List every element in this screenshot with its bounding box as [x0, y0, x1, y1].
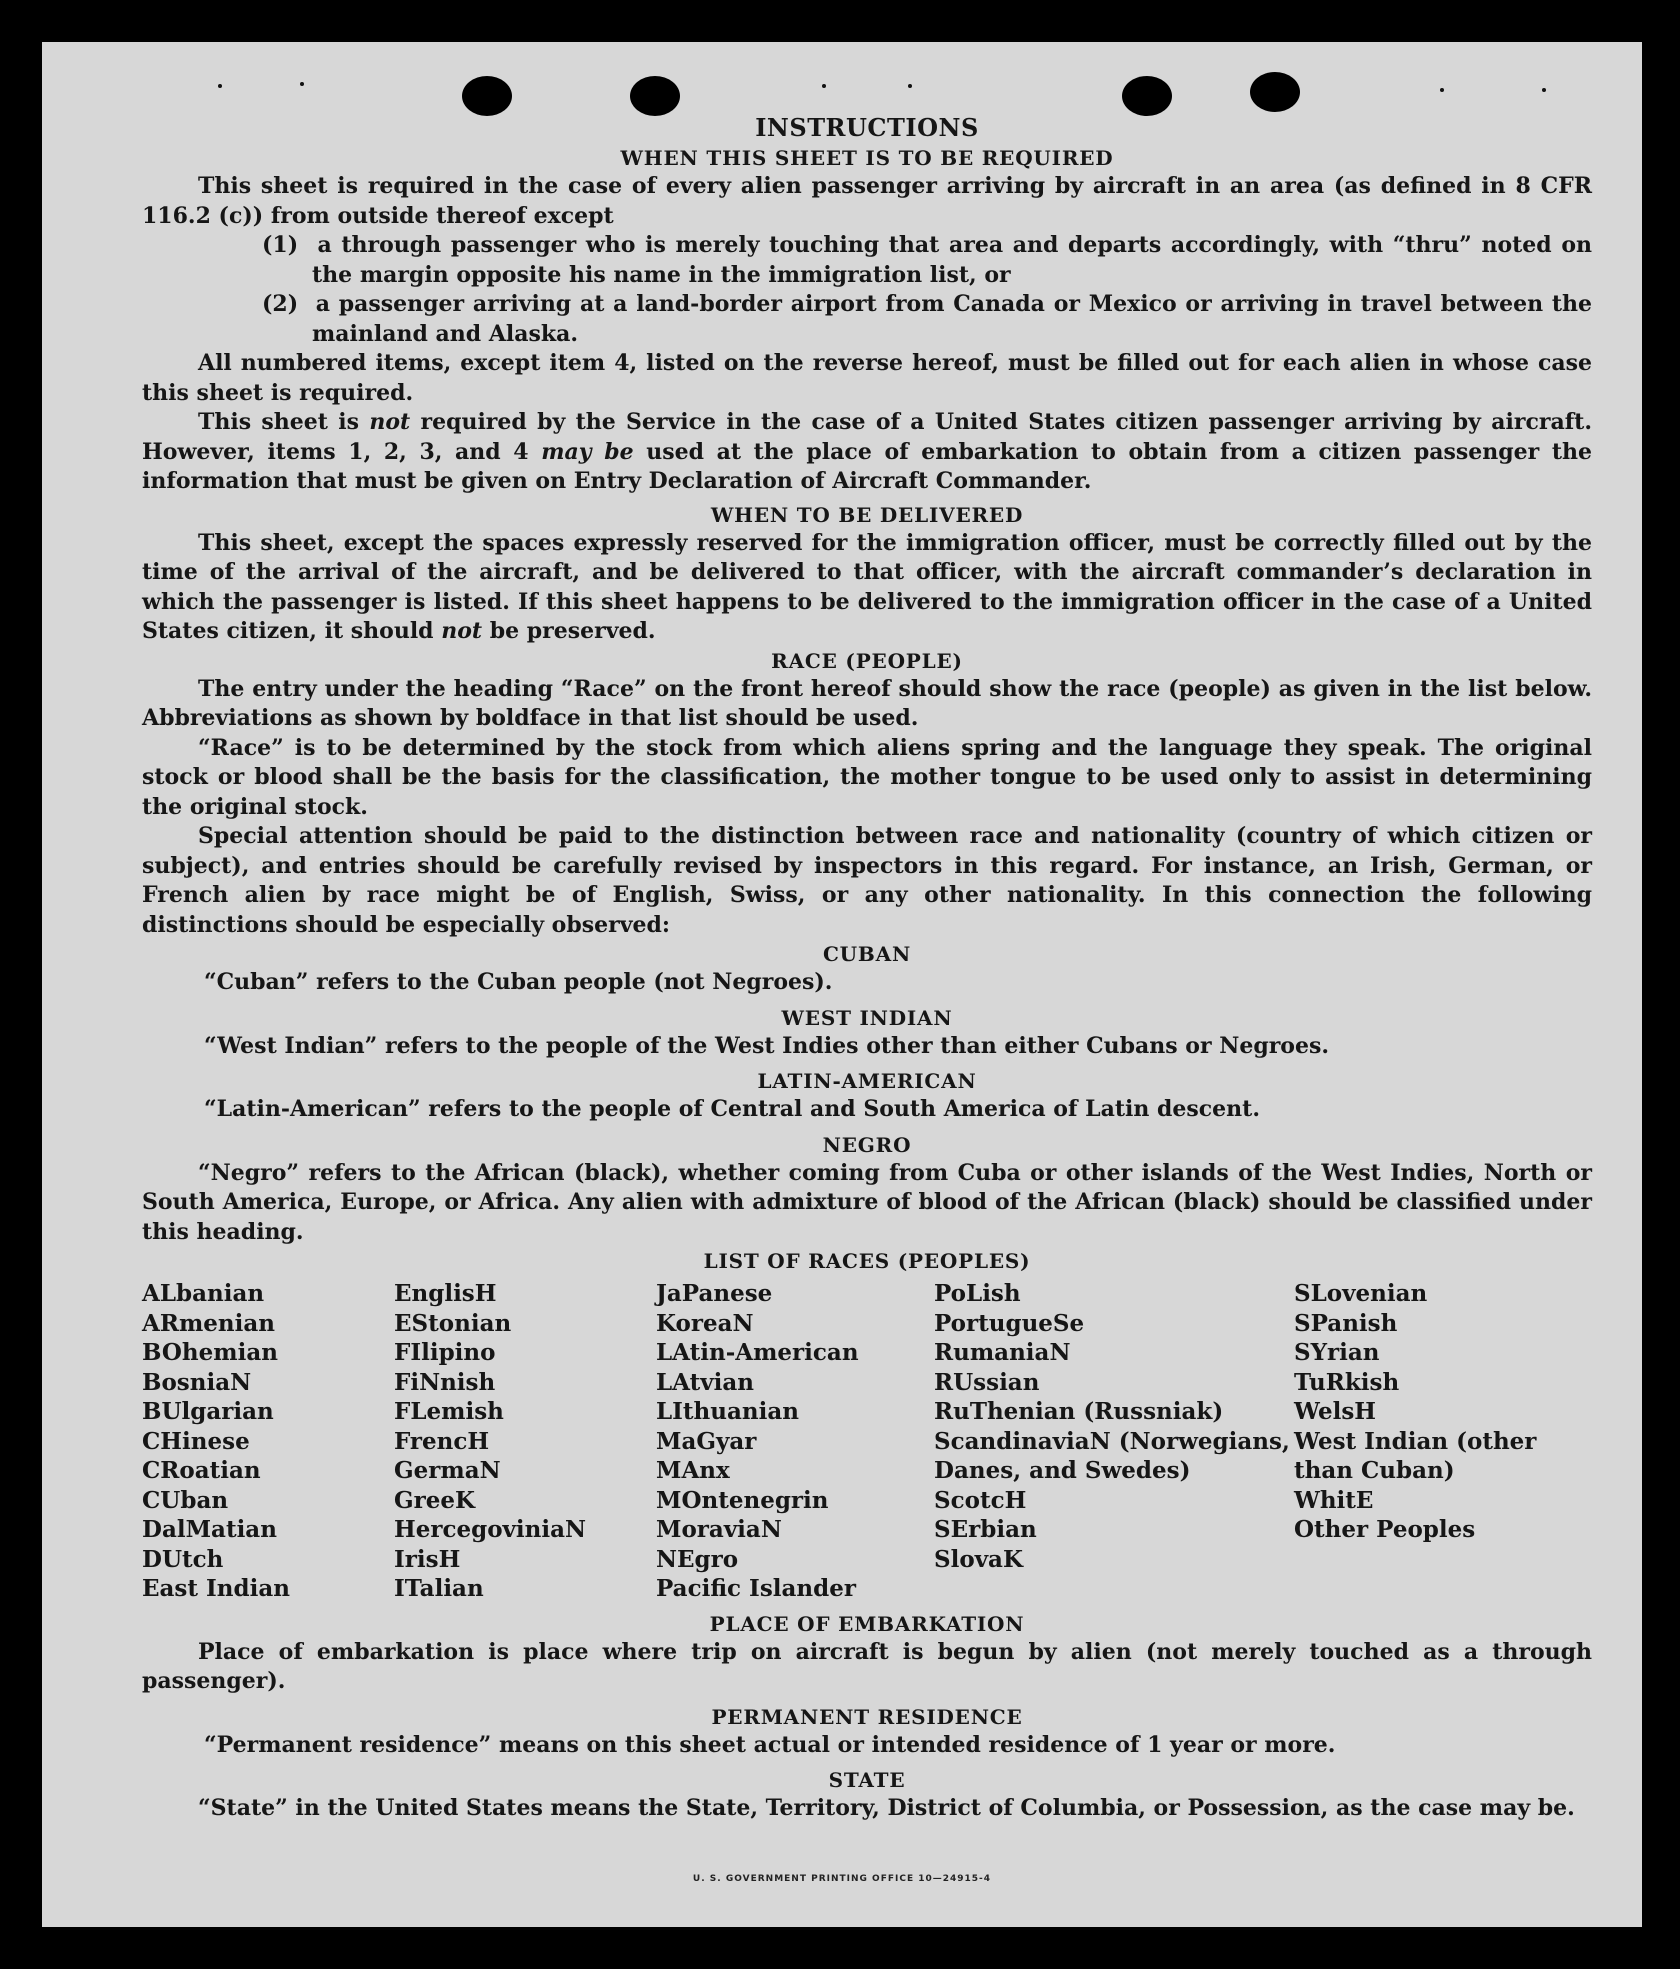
race-item: FLemish	[394, 1398, 504, 1425]
race-item: BosniaN	[142, 1368, 252, 1396]
paragraph: “State” in the United States means the State, Territory, District of Columbia, or Possession, as the case may be.	[198, 1795, 1575, 1821]
item-text: a passenger arriving at a land-border airport from Canada or Mexico or arriving in travel between the mainland and Alaska.	[312, 291, 1592, 347]
speck	[908, 84, 912, 88]
race-item: IrisH	[394, 1545, 461, 1573]
item-number: (1)	[262, 232, 299, 258]
section-heading: WHEN TO BE DELIVERED	[710, 502, 1024, 527]
race-item: KoreaN	[656, 1309, 754, 1337]
race-item: BOhemian	[142, 1339, 278, 1366]
punch-hole	[630, 76, 680, 116]
paragraph: This sheet is required in the case of every alien passenger arriving by aircraft in an area (as defined in 8 CFR 116.2 (c)) from outside thereof except	[142, 173, 1592, 229]
paragraph: This sheet is not required by the Service in the case of a United States citizen passenger arriving by aircraft. However, items 1, 2, 3, and 4 may be used at the place of embarkation to obtain from a citizen passenger the information that must be given on Entry Declaration of Aircraft Commander.	[142, 409, 1592, 494]
punch-hole	[462, 76, 512, 116]
race-item: FrencH	[394, 1427, 490, 1455]
race-item: SErbian	[934, 1516, 1037, 1543]
punch-hole	[1122, 76, 1172, 116]
race-item: ARmenian	[142, 1309, 276, 1337]
section-heading: PLACE OF EMBARKATION	[709, 1611, 1025, 1636]
section-heading: LATIN-AMERICAN	[757, 1069, 977, 1093]
race-item: ScandinaviaN (Norwegians, Danes, and Swedes)	[934, 1427, 1290, 1484]
race-item: CHinese	[142, 1427, 250, 1455]
numbered-item	[262, 231, 1592, 290]
race-item: GermaN	[394, 1457, 501, 1484]
race-item: CRoatian	[142, 1457, 261, 1484]
speck	[1542, 88, 1546, 92]
race-item: CUban	[142, 1486, 229, 1514]
instructions-content	[142, 112, 1592, 1824]
paragraph: This sheet, except the spaces expressly reserved for the immigration officer, must be correctly filled out by the time of the arrival of the aircraft, and be delivered to that officer, with the aircraft commander’s declaration in which the passenger is listed. If this sheet happens to be delivered to the immigration officer in the case of a United States citizen, it should not be preserved.	[142, 529, 1592, 644]
numbered-item	[262, 290, 1592, 349]
speck	[218, 84, 222, 88]
section-heading: NEGRO	[822, 1132, 912, 1157]
paragraph: “Permanent residence” means on this sheet actual or intended residence of 1 year or more.	[204, 1731, 1336, 1758]
race-item: LAtvian	[656, 1368, 754, 1396]
printer-imprint: U. S. GOVERNMENT PRINTING OFFICE 10—24915-4	[692, 1874, 992, 1884]
race-list	[142, 1279, 1592, 1604]
race-column	[394, 1279, 656, 1604]
race-item: LAtin-American	[656, 1339, 859, 1366]
paragraph: Place of embarkation is place where trip on aircraft is begun by alien (not merely touched as a through passenger).	[142, 1638, 1592, 1694]
emphasis: not	[369, 409, 411, 435]
section-heading: LIST OF RACES (PEOPLES)	[703, 1249, 1031, 1273]
race-item: GreeK	[394, 1486, 476, 1514]
race-item: WelsH	[1294, 1398, 1377, 1425]
race-item: RuThenian (Russniak)	[934, 1398, 1224, 1425]
race-item: RUssian	[934, 1368, 1040, 1396]
definition: “Negro” refers to the African (black), whether coming from Cuba or other islands of the West Indies, North or South America, Europe, or Africa. Any alien with admixture of blood of the African (black) should be classified under this heading.	[142, 1159, 1592, 1245]
race-column	[142, 1279, 394, 1604]
item-number: (2)	[262, 291, 299, 317]
document-sheet	[42, 42, 1642, 1927]
speck	[300, 82, 304, 86]
page-title: INSTRUCTIONS	[755, 113, 979, 142]
race-item: Other Peoples	[1294, 1516, 1476, 1543]
race-item: BUlgarian	[142, 1398, 274, 1425]
race-item: PortugueSe	[934, 1309, 1085, 1337]
race-item: DalMatian	[142, 1516, 277, 1543]
definition: “Latin-American” refers to the people of Central and South America of Latin descent.	[204, 1096, 1260, 1122]
race-item: DUtch	[142, 1545, 224, 1573]
definition: “West Indian” refers to the people of the West Indies other than either Cubans or Negroes.	[204, 1032, 1330, 1059]
race-item: SLovenian	[1294, 1280, 1428, 1307]
race-item: East Indian	[142, 1575, 290, 1602]
race-item: MoraviaN	[656, 1516, 782, 1543]
race-item: TuRkish	[1294, 1368, 1400, 1396]
section-heading: WHEN THIS SHEET IS TO BE REQUIRED	[620, 146, 1114, 170]
definition: “Cuban” refers to the Cuban people (not Negroes).	[204, 969, 833, 995]
section-heading: PERMANENT RESIDENCE	[711, 1704, 1023, 1729]
race-item: FiNnish	[394, 1368, 496, 1396]
item-text: a through passenger who is merely touching that area and departs accordingly, with “thru” noted on the margin opposite his name in the immigration list, or	[312, 232, 1592, 288]
race-item: MaGyar	[656, 1427, 757, 1455]
race-item: FIlipino	[394, 1339, 496, 1366]
race-item: PoLish	[934, 1280, 1021, 1307]
race-item: EStonian	[394, 1309, 512, 1337]
punch-hole	[1250, 72, 1300, 112]
race-item: RumaniaN	[934, 1339, 1071, 1366]
race-item: SYrian	[1294, 1339, 1380, 1366]
race-item: JaPanese	[656, 1280, 773, 1307]
section-heading: STATE	[828, 1768, 906, 1792]
section-heading: CUBAN	[822, 942, 912, 966]
speck	[822, 84, 826, 88]
race-item: SlovaK	[934, 1545, 1023, 1573]
race-item: ScotcH	[934, 1486, 1027, 1514]
race-item: ALbanian	[142, 1280, 265, 1307]
race-item: EnglisH	[394, 1280, 497, 1307]
race-column	[934, 1279, 1294, 1604]
race-item: NEgro	[656, 1545, 739, 1573]
race-item: MAnx	[656, 1457, 730, 1484]
race-item: West Indian (other than Cuban)	[1294, 1427, 1537, 1484]
section-heading: RACE (PEOPLE)	[771, 648, 963, 673]
speck	[1440, 88, 1444, 92]
paragraph: All numbered items, except item 4, listed on the reverse hereof, must be filled out for each alien in whose case this sheet is required.	[142, 350, 1592, 406]
race-column	[656, 1279, 934, 1604]
paragraph: “Race” is to be determined by the stock from which aliens spring and the language they speak. The original stock or blood shall be the basis for the classification, the mother tongue to be used only to assist in determining the original stock.	[142, 734, 1592, 820]
race-item: Pacific Islander	[656, 1575, 856, 1602]
emphasis: not	[441, 618, 483, 644]
emphasis: may be	[541, 438, 634, 465]
race-item: SPanish	[1294, 1309, 1398, 1337]
race-item: HercegoviniaN	[394, 1516, 587, 1543]
paragraph: Special attention should be paid to the distinction between race and nationality (country of which citizen or subject), and entries should be carefully revised by inspectors in this regard. For instance, an Irish, German, or French alien by race might be of English, Swiss, or any other nationality. In this connection the following distinctions should be especially observed:	[142, 823, 1592, 938]
paragraph: The entry under the heading “Race” on the front hereof should show the race (people) as given in the list below. Abbreviations as shown by boldface in that list should be used.	[142, 675, 1592, 731]
race-item: WhitE	[1294, 1486, 1374, 1514]
section-heading: WEST INDIAN	[781, 1005, 953, 1030]
race-item: LIthuanian	[656, 1398, 799, 1425]
race-item: MOntenegrin	[656, 1486, 829, 1514]
race-column	[1294, 1279, 1554, 1604]
race-item: ITalian	[394, 1575, 484, 1602]
